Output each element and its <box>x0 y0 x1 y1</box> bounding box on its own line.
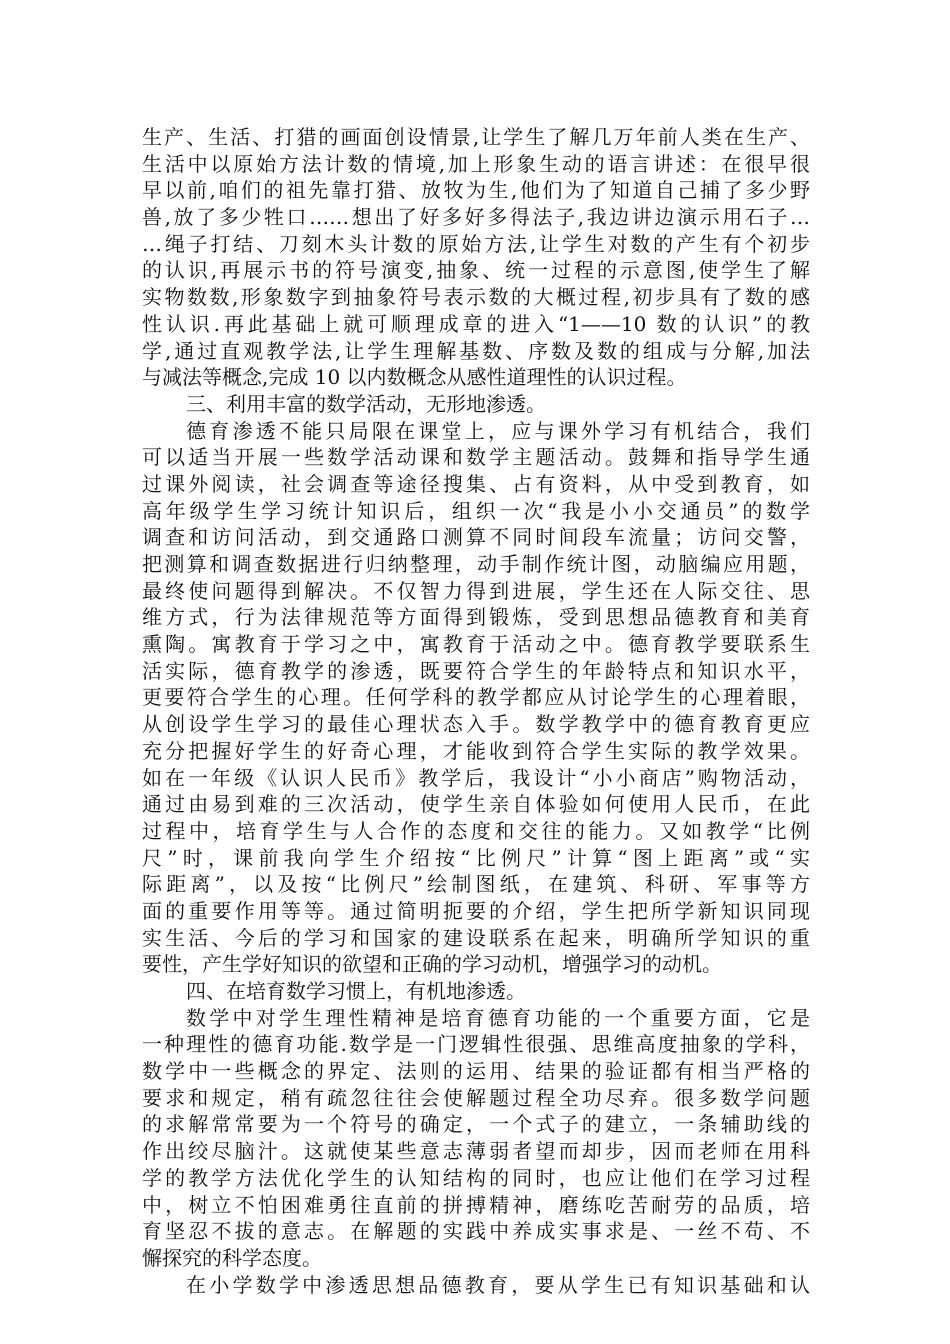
text-line: 在小学数学中渗透思想品德教育，要从学生已有知识基础和认 <box>186 1272 810 1297</box>
section-heading: 三、利用丰富的数学活动，无形地渗透。 <box>186 391 546 416</box>
text-line: 学的教学方法优化学生的认知结构的同时，也应让他们在学习过程 <box>142 1165 810 1190</box>
section-heading: 四、在培育数学习惯上，有机地渗透。 <box>186 979 526 1003</box>
text-line: 育坚忍不拔的意志。在解题的实践中养成实事求是、一丝不苟、不 <box>142 1219 810 1244</box>
text-line: 尺”时，课前我向学生介绍按“比例尺”计算“图上距离”或“实 <box>142 845 810 870</box>
text-line: 数学中对学生理性精神是培育德育功能的一个重要方面，它是 <box>186 1005 810 1030</box>
text-line: 一种理性的德育功能.数学是一门逻辑性很强、思维高度抽象的学科， <box>142 1032 810 1057</box>
text-line: 维方式，行为法律规范等方面得到锻炼，受到思想品德教育和美育 <box>142 605 810 630</box>
text-line: 实生活、今后的学习和国家的建设联系在起来，明确所学知识的重 <box>142 925 810 950</box>
text-line: 德育渗透不能只局限在课堂上，应与课外学习有机结合，我们 <box>186 418 810 443</box>
text-line: 际距离”，以及按“比例尺”绘制图纸，在建筑、科研、军事等方 <box>142 872 810 897</box>
text-line: 生产、生活、打猎的画面创设情景,让学生了解几万年前人类在生产、 <box>142 125 810 149</box>
text-line: 数学中一些概念的界定、法则的运用、结果的验证都有相当严格的 <box>142 1059 810 1084</box>
text-line: 最终使问题得到解决。不仅智力得到进展，学生还在人际交往、思 <box>142 578 810 603</box>
text-line: 学,通过直观教学法,让学生理解基数、序数及数的组成与分解,加法 <box>142 338 810 363</box>
text-line: …绳子打结、刀刻木头计数的原始方法,让学生对数的产生有个初步 <box>142 231 810 256</box>
text-line: 过课外阅读，社会调查等途径搜集、占有资料，从中受到教育，如 <box>142 471 810 496</box>
text-line: 与减法等概念,完成 10 以内数概念从感性道理性的认识过程。 <box>142 365 687 390</box>
text-line: 如在一年级《认识人民币》教学后，我设计“小小商店”购物活动， <box>142 765 810 790</box>
text-line: 懈探究的科学态度。 <box>142 1245 322 1270</box>
text-line: 作出绞尽脑汁。这就使某些意志薄弱者望而却步，因而老师在用科 <box>142 1139 810 1164</box>
text-line: 把测算和调查数据进行归纳整理，动手制作统计图，动脑编应用题， <box>142 552 810 576</box>
text-line: 面的重要作用等等。通过简明扼要的介绍，学生把所学新知识同现 <box>142 898 810 923</box>
text-line: 过程中，培育学生与人合作的态度和交往的能力。又如教学“比例 <box>142 818 810 843</box>
text-line: 生活中以原始方法计数的情境,加上形象生动的语言讲述：在很早很 <box>142 151 810 176</box>
text-line: 实物数数,形象数字到抽象符号表示数的大概过程,初步具有了数的感 <box>142 285 810 310</box>
text-line: 更要符合学生的心理。任何学科的教学都应从讨论学生的心理着眼， <box>142 685 810 710</box>
text-line: 要性，产生学好知识的欲望和正确的学习动机，增强学习的动机。 <box>142 952 722 977</box>
document-body <box>142 124 810 1298</box>
text-line: 要求和规定，稍有疏忽往往会使解题过程全功尽弃。很多数学问题 <box>142 1085 810 1110</box>
text-line: 熏陶。寓教育于学习之中，寓教育于活动之中。德育教学要联系生 <box>142 632 810 657</box>
text-line: 性认识.再此基础上就可顺理成章的进入“1——10 数的认识”的教 <box>142 311 810 336</box>
text-line: 高年级学生学习统计知识后，组织一次“我是小小交通员”的数学 <box>142 498 810 523</box>
text-line: 的认识,再展示书的符号演变,抽象、统一过程的示意图,使学生了解 <box>142 258 810 283</box>
text-line: 可以适当开展一些数学活动课和数学主题活动。鼓舞和指导学生通 <box>142 445 810 470</box>
text-line: 的求解常常要为一个符号的确定，一个式子的建立，一条辅助线的 <box>142 1112 810 1137</box>
text-line: 兽,放了多少牲口……想出了好多好多得法子,我边讲边演示用石子… <box>142 205 810 230</box>
text-line: 充分把握好学生的好奇心理，才能收到符合学生实际的教学效果。 <box>142 738 810 763</box>
text-line: 从创设学生学习的最佳心理状态入手。数学教学中的德育教育更应 <box>142 712 810 737</box>
text-line: 通过由易到难的三次活动，使学生亲自体验如何使用人民币，在此 <box>142 792 810 817</box>
text-line: 早以前,咱们的祖先靠打猎、放牧为生,他们为了知道自己捕了多少野 <box>142 178 810 203</box>
text-line: 中，树立不怕困难勇往直前的拼搏精神，磨练吃苦耐劳的品质，培 <box>142 1192 810 1217</box>
text-line: 调查和访问活动，到交通路口测算不同时间段车流量；访问交警， <box>142 525 810 550</box>
text-line: 活实际，德育教学的渗透，既要符合学生的年龄特点和知识水平， <box>142 658 810 683</box>
